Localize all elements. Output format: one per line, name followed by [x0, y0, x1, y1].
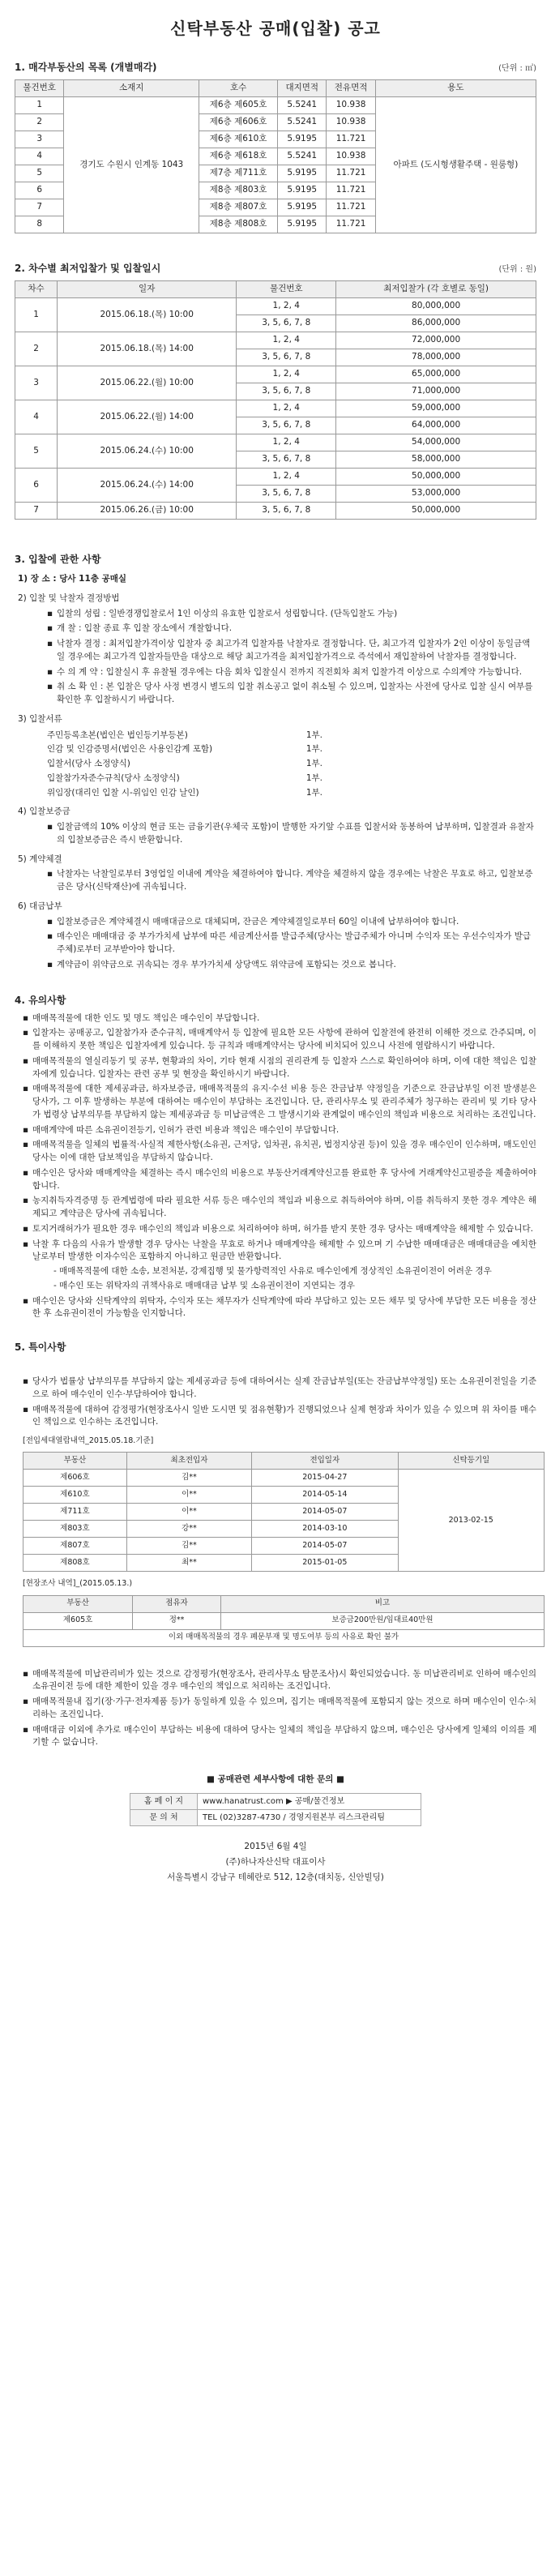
table-cell: 제610호 — [23, 1487, 127, 1504]
method-item: ▪ 수 의 계 약 : 입찰실시 후 유찰될 경우에는 다음 회차 입찰실시 전까지 직전회차 최저 입찰가격 이상으로 수의계약 가능합니다. — [47, 666, 536, 679]
item-number: 8 — [15, 216, 64, 233]
table-cell: 제606호 — [23, 1470, 127, 1487]
item-numbers: 1, 2, 4 — [237, 400, 336, 417]
section3-title: 3. 입찰에 관한 사항 — [15, 554, 101, 565]
land-area: 5.9195 — [278, 131, 327, 148]
payment-item: ▪ 매수인은 매매대금 중 부가가치세 납부에 따른 세금계산서를 발급주체(당사는 발급주체가 아니며 수익자 또는 우선수익자가 발급주체)로부터 교부받아야 합니다. — [47, 931, 536, 956]
table-row — [15, 97, 536, 114]
bid-place: 1) 장 소 : 당사 11층 공매실 — [18, 574, 126, 584]
item-number: 2 — [15, 114, 64, 131]
caution-item: ▪ 매수인은 당사와 매매계약을 체결하는 즉시 매수인의 비용으로 부동산거래계약신고를 완료한 후 당사에 거래계약신고필증을 제출하여야 합니다. — [23, 1167, 536, 1193]
method-item: ▪ 취 소 확 인 : 본 입찰은 당사 사정 변경시 별도의 입찰 취소공고 없이 취소될 수 있으며, 입찰자는 사전에 당사로 입찰 실시 여부를 확인한 후 입찰하시기 바랍니다. — [47, 681, 536, 707]
table-row — [15, 298, 536, 315]
date-cell: 2015.06.26.(금) 10:00 — [58, 503, 237, 520]
caution-item: ▪ 매수인은 당사와 신탁계약의 위탁자, 수익자 또는 채무자가 신탁계약에 따라 부담하고 있는 모든 채무 및 당사에 부담한 모든 비용을 정산한 후 소유권이전이 가능함을 인지합니다. — [23, 1295, 536, 1321]
column-header: 최초전입자 — [126, 1453, 251, 1470]
unit-number: 제6층 제606호 — [199, 114, 278, 131]
min-price: 53,000,000 — [336, 486, 536, 503]
table-cell: 제808호 — [23, 1555, 127, 1572]
table-cell: 김** — [126, 1470, 251, 1487]
payment-item: ▪ 계약금이 위약금으로 귀속되는 경우 부가가치세 상당액도 위약금에 포함되는 것으로 봅니다. — [47, 959, 536, 972]
table-row — [15, 469, 536, 486]
deposit-list — [47, 821, 536, 847]
location-cell: 경기도 수원시 인계동 1043 — [64, 97, 199, 233]
item-numbers: 1, 2, 4 — [237, 469, 336, 486]
item-numbers: 3, 5, 6, 7, 8 — [237, 315, 336, 332]
company-address: 서울특별시 강남구 테헤란로 512, 12층(대치동, 신안빌딩) — [167, 1872, 384, 1882]
caution-item: ▪ 매매목적물을 일체의 법률적·사실적 제한사항(소유권, 근저당, 임차권, 유치권, 법정지상권 등)이 있을 경우 매수인이 인수하며, 매도인인 당사는 이에 대한 담보책임을 부담하지 않습니다. — [23, 1139, 536, 1165]
land-area: 5.9195 — [278, 199, 327, 216]
page-title: 신탁부동산 공매(입찰) 공고 — [170, 19, 381, 38]
doc-count: 1부. — [305, 730, 322, 740]
contact-value: TEL (02)3287-4730 / 경영지원본부 리스크관리팀 — [198, 1809, 421, 1825]
min-price: 54,000,000 — [336, 434, 536, 451]
table-cell: 정** — [133, 1612, 221, 1629]
round-cell: 2 — [15, 332, 58, 366]
min-price: 58,000,000 — [336, 451, 536, 469]
land-area: 5.5241 — [278, 148, 327, 165]
item-number: 6 — [15, 182, 64, 199]
unit-number: 제8층 제808호 — [199, 216, 278, 233]
table-cell: 2015-04-27 — [252, 1470, 398, 1487]
unit-number: 제6층 제618호 — [199, 148, 278, 165]
caution-item: ▪ 토지거래허가가 필요한 경우 매수인의 책임과 비용으로 처리하여야 하며, 허가를 받지 못한 경우 당사는 매매계약을 해제할 수 있습니다. — [23, 1223, 536, 1236]
doc-name: 인감 및 인감증명서(법인은 사용인감계 포함) — [47, 744, 213, 755]
round-cell: 3 — [15, 366, 58, 400]
exclusive-area: 10.938 — [327, 148, 375, 165]
doc-count: 1부. — [305, 759, 322, 768]
round-cell: 1 — [15, 298, 58, 332]
method-heading: 2) 입찰 및 낙찰자 결정방법 — [18, 593, 120, 603]
contact-key: 홈 페 이 지 — [130, 1793, 198, 1809]
table-cell: 제807호 — [23, 1538, 127, 1555]
land-area: 5.9195 — [278, 216, 327, 233]
payment-item: ▪ 입찰보증금은 계약체결시 매매대금으로 대체되며, 잔금은 계약체결일로부터 60일 이내에 납부하여야 합니다. — [47, 916, 536, 929]
date-cell: 2015.06.24.(수) 14:00 — [58, 469, 237, 503]
exclusive-area: 11.721 — [327, 199, 375, 216]
section5-title: 5. 특이사항 — [15, 1341, 66, 1353]
table-cell: 제605호 — [23, 1612, 133, 1629]
section1-header — [15, 60, 536, 75]
bid-schedule-table — [15, 280, 536, 520]
doc-item — [47, 743, 322, 756]
trust-date: 2013-02-15 — [398, 1470, 544, 1572]
table-cell: 2014-03-10 — [252, 1521, 398, 1538]
doc-item — [47, 730, 322, 742]
method-item: ▪ 개 찰 : 입찰 종료 후 입찰 장소에서 개찰합니다. — [47, 623, 536, 635]
item-number: 7 — [15, 199, 64, 216]
contact-table — [130, 1793, 421, 1826]
contract-list — [47, 868, 536, 894]
exclusive-area: 10.938 — [327, 114, 375, 131]
doc-name: 입찰서(당사 소정양식) — [47, 759, 130, 768]
special-list — [23, 1376, 536, 1429]
method-item: ▪ 낙찰자 결정 : 최저입찰가격이상 입찰자 중 최고가격 입찰자를 낙찰자로 결정합니다. 단, 최고가격 입찰자가 2인 이상이 동일금액일 경우에는 최고가격 입찰자들만을 대상으로 해당 최고가격을 최저입찰가격으로 즉석에서 재입찰하여 낙찰자를 결정합니다. — [47, 638, 536, 664]
usage-cell: 아파트 (도시형생활주택 - 원룸형) — [375, 97, 536, 233]
doc-name: 주민등록초본(법인은 법인등기부등본) — [47, 730, 188, 740]
table-cell: 2014-05-14 — [252, 1487, 398, 1504]
caution-list — [23, 1012, 536, 1321]
caution-item: ▪ 매매목적물의 열실리동기 및 공부, 현황과의 차이, 기타 현재 시점의 권리관계 등 입찰자 스스로 확인하여야 하며, 이에 대한 책임은 입찰자에게 있습니다. 입찰자는 관련 공부 및 현장을 확인하시기 바랍니다. — [23, 1055, 536, 1081]
table-row — [15, 366, 536, 383]
item-numbers: 3, 5, 6, 7, 8 — [237, 349, 336, 366]
column-header: 차수 — [15, 281, 58, 298]
contact-row — [130, 1793, 421, 1809]
section2-unit: (단위 : 원) — [498, 265, 536, 274]
resident-table — [23, 1452, 545, 1572]
contact-heading: ■ 공매관련 세부사항에 대한 문의 ■ — [207, 1774, 344, 1784]
doc-name: 입찰참가자준수규칙(당사 소정양식) — [47, 772, 180, 783]
docs-list — [47, 730, 322, 800]
doc-name: 위임장(대리인 입찰 시-위임인 인감 날인) — [47, 787, 199, 798]
table-cell: 제803호 — [23, 1521, 127, 1538]
section2-title: 2. 차수별 최저입찰가 및 입찰일시 — [15, 263, 161, 274]
column-header: 용도 — [375, 80, 536, 97]
special-item: ▪ 매매목적물내 집기(장·가구·전자제품 등)가 동일하게 있을 수 있으며, 집기는 매매목적물에 포함되지 않는 것으로 하며 매수인이 인수·처리하는 조건입니다. — [23, 1696, 536, 1722]
min-price: 71,000,000 — [336, 383, 536, 400]
table-row — [15, 434, 536, 451]
item-numbers: 1, 2, 4 — [237, 298, 336, 315]
date-cell: 2015.06.18.(목) 14:00 — [58, 332, 237, 366]
item-numbers: 3, 5, 6, 7, 8 — [237, 383, 336, 400]
doc-item — [47, 758, 322, 771]
unit-number: 제8층 제807호 — [199, 199, 278, 216]
section2-header — [15, 261, 536, 276]
column-header: 비고 — [220, 1595, 544, 1612]
deposit-heading: 4) 입찰보증금 — [18, 807, 70, 817]
survey-table-caption: [현장조사 내역]_(2015.05.13.) — [23, 1579, 133, 1589]
date-cell: 2015.06.22.(월) 14:00 — [58, 400, 237, 434]
item-number: 1 — [15, 97, 64, 114]
table-cell: 2014-05-07 — [252, 1504, 398, 1521]
min-price: 86,000,000 — [336, 315, 536, 332]
notice-date: 2015년 6월 4일 — [244, 1841, 307, 1851]
item-number: 5 — [15, 165, 64, 182]
min-price: 78,000,000 — [336, 349, 536, 366]
table-cell: 이** — [126, 1504, 251, 1521]
contact-row — [130, 1809, 421, 1825]
item-numbers: 3, 5, 6, 7, 8 — [237, 451, 336, 469]
section1-unit: (단위 : ㎡) — [498, 64, 536, 73]
special-after-list — [23, 1668, 536, 1750]
min-price: 80,000,000 — [336, 298, 536, 315]
item-numbers: 3, 5, 6, 7, 8 — [237, 417, 336, 434]
column-header: 대지면적 — [278, 80, 327, 97]
table-cell: 김** — [126, 1538, 251, 1555]
item-number: 3 — [15, 131, 64, 148]
method-item: ▪ 입찰의 성립 : 일반경쟁입찰로서 1인 이상의 유효한 입찰로서 성립합니다. (단독입찰도 가능) — [47, 608, 536, 621]
column-header: 일자 — [58, 281, 237, 298]
caution-item: ▪ 매매계약에 따른 소유권이전등기, 인허가 관련 비용과 책임은 매수인이 부담합니다. — [23, 1124, 536, 1137]
table-cell: 제711호 — [23, 1504, 127, 1521]
caution-item: ▪ 농지취득자격증명 등 관계법령에 따라 필요한 서류 등은 매수인의 책임과 비용으로 취득하여야 하며, 이를 취득하지 못한 경우 계약은 해제되고 계약금은 당사에 귀속됩니다. — [23, 1195, 536, 1221]
column-header: 최저입찰가 (각 호별로 동일) — [336, 281, 536, 298]
unit-number: 제6층 제610호 — [199, 131, 278, 148]
table-cell: 2015-01-05 — [252, 1555, 398, 1572]
unit-number: 제6층 제605호 — [199, 97, 278, 114]
caution-subitem: - 매수인 또는 위탁자의 귀책사유로 매매대금 납부 및 소유권이전이 지연되는 경우 — [53, 1280, 355, 1290]
date-cell: 2015.06.22.(월) 10:00 — [58, 366, 237, 400]
date-cell: 2015.06.18.(목) 10:00 — [58, 298, 237, 332]
special-item: ▪ 당사가 법률상 납부의무를 부담하지 않는 제세공과금 등에 대하여서는 실제 잔금납부일(또는 잔금납부약정일) 또는 소유권이전일을 기준으로 하여 매수인이 인수·부담하여야 합니다. — [23, 1376, 536, 1401]
table-row — [23, 1612, 545, 1629]
min-price: 65,000,000 — [336, 366, 536, 383]
doc-count: 1부. — [305, 772, 322, 783]
column-header: 소재지 — [64, 80, 199, 97]
land-area: 5.9195 — [278, 165, 327, 182]
contract-heading: 5) 계약체결 — [18, 854, 62, 864]
caution-subitem: - 매매목적물에 대한 소송, 보전처분, 강제집행 및 물가항력적인 사유로 매수인에게 정상적인 소유권이전이 어려운 경우 — [53, 1266, 492, 1276]
item-numbers: 1, 2, 4 — [237, 434, 336, 451]
column-header: 부동산 — [23, 1453, 127, 1470]
contact-key: 문 의 처 — [130, 1809, 198, 1825]
item-numbers: 3, 5, 6, 7, 8 — [237, 503, 336, 520]
doc-item — [47, 787, 322, 800]
contact-value: www.hanatrust.com ▶ 공매/물건정보 — [198, 1793, 421, 1809]
payment-heading: 6) 대금납부 — [18, 901, 62, 911]
item-numbers: 1, 2, 4 — [237, 332, 336, 349]
resident-table-caption: [전입세대열람내역_2015.05.18.기준] — [23, 1436, 154, 1445]
column-header: 점유자 — [133, 1595, 221, 1612]
min-price: 64,000,000 — [336, 417, 536, 434]
column-header: 전입일자 — [252, 1453, 398, 1470]
section5 — [15, 1340, 536, 1749]
min-price: 72,000,000 — [336, 332, 536, 349]
caution-item: ▪ 입찰자는 공매공고, 입찰참가자 준수규칙, 매매계약서 등 입찰에 필요한 모든 사항에 관하여 입찰전에 완전히 이해한 것으로 간주되며, 이를 이해하지 못한 책임은 입찰자에게 있습니다. 등 규칙과 매매계약서는 당사에 비치되어 있으니 사전에 열람하시기 바랍니다. — [23, 1027, 536, 1053]
table-row — [23, 1470, 545, 1487]
table-cell: 강** — [126, 1521, 251, 1538]
table-row — [15, 400, 536, 417]
table-row — [15, 332, 536, 349]
exclusive-area: 11.721 — [327, 165, 375, 182]
exclusive-area: 11.721 — [327, 216, 375, 233]
section4 — [15, 993, 536, 1321]
payment-list — [47, 916, 536, 972]
table-cell: 이** — [126, 1487, 251, 1504]
min-price: 59,000,000 — [336, 400, 536, 417]
column-header: 물건번호 — [237, 281, 336, 298]
round-cell: 7 — [15, 503, 58, 520]
table-cell: 최** — [126, 1555, 251, 1572]
exclusive-area: 10.938 — [327, 97, 375, 114]
exclusive-area: 11.721 — [327, 131, 375, 148]
unit-number: 제7층 제711호 — [199, 165, 278, 182]
caution-item: ▪ 매매목적물에 대한 제세공과금, 하자보증금, 매매목적물의 유지·수선 비용 등은 잔금납부 약정일을 기준으로 잔금납부일 이전 발생분은 당사가, 그 이후 발생하는 부분에 대하여는 매수인이 부담하는 조건입니다. 단, 관리사무소 및 관리주체가 청구하는 관리비 및 기타 당사가 법령상 납부의무를 부담하지 않는 제세공과금 등 미납금액은 그 발생시기와 관계없이 매수인의 책임과 비용으로 처리하는 조건입니다. — [23, 1083, 536, 1121]
contract-text: ▪ 낙찰자는 낙찰일로부터 3영업일 이내에 계약을 체결하여야 합니다. 계약을 체결하지 않을 경우에는 낙찰은 무효로 하고, 입찰보증금은 당사(신탁재산)에 귀속됩니다. — [47, 868, 536, 894]
survey-note: 이외 매매목적물의 경우 폐문부재 및 명도여부 등의 사유로 확인 불가 — [23, 1629, 545, 1646]
doc-count: 1부. — [305, 787, 322, 798]
unit-number: 제8층 제803호 — [199, 182, 278, 199]
section3 — [15, 552, 536, 972]
table-cell: 2014-05-07 — [252, 1538, 398, 1555]
column-header: 부동산 — [23, 1595, 133, 1612]
column-header: 전유면적 — [327, 80, 375, 97]
survey-table — [23, 1595, 545, 1647]
section1-title: 1. 매각부동산의 목록 (개별매각) — [15, 62, 157, 73]
column-header: 신탁등기일 — [398, 1453, 544, 1470]
table-row — [15, 503, 536, 520]
doc-count: 1부. — [305, 744, 322, 755]
special-item: ▪ 매매목적물에 미납관리비가 있는 것으로 감정평가(현장조사, 관리사무소 탐문조사)시 확인되었습니다. 동 미납관리비로 인하여 매수인의 소유권이전 등에 대한 제한이 있을 경우 매수인의 책임으로 처리하는 조건입니다. — [23, 1668, 536, 1694]
caution-item: ▪ 낙찰 후 다음의 사유가 발생할 경우 당사는 낙찰을 무효로 하거나 매매계약을 해제할 수 있으며 기 수납한 매매대금은 매매대금을 예치한 날로부터 발생한 이자수익은 포함하지 아니하고 원금만 반환합니다. - 매매목적물에 대한 소송, 보전처분, 강제집행 및 물가항력적인 사유로 매수인에게 정상적인 소유권이전이 어려운 경우 - 매수인 또는 위탁자의 귀책사유로 매매대금 납부 및 소유권이전이 지연되는 경우 — [23, 1239, 536, 1293]
closing-block — [15, 1839, 536, 1885]
deposit-text: ▪ 입찰금액의 10% 이상의 현금 또는 금융기관(우체국 포함)이 발행한 자기앞 수표를 입찰서와 동봉하여 납부하며, 입찰결과 유찰자의 입찰보증금은 즉시 반환합니다. — [47, 821, 536, 847]
round-cell: 5 — [15, 434, 58, 469]
doc-item — [47, 772, 322, 785]
land-area: 5.9195 — [278, 182, 327, 199]
property-list-table — [15, 79, 536, 233]
item-numbers: 3, 5, 6, 7, 8 — [237, 486, 336, 503]
column-header: 호수 — [199, 80, 278, 97]
table-row — [23, 1629, 545, 1646]
round-cell: 4 — [15, 400, 58, 434]
item-number: 4 — [15, 148, 64, 165]
caution-item: ▪ 매매목적물에 대한 인도 및 명도 책임은 매수인이 부담합니다. — [23, 1012, 536, 1025]
round-cell: 6 — [15, 469, 58, 503]
section4-title: 4. 유의사항 — [15, 994, 66, 1006]
special-item: ▪ 매매대금 이외에 추가로 매수인이 부담하는 비용에 대하여 당사는 일체의 책임을 부담하지 않으며, 매수인은 당사에게 일체의 이의를 제기할 수 없습니다. — [23, 1724, 536, 1750]
column-header: 물건번호 — [15, 80, 64, 97]
exclusive-area: 11.721 — [327, 182, 375, 199]
min-price: 50,000,000 — [336, 469, 536, 486]
date-cell: 2015.06.24.(수) 10:00 — [58, 434, 237, 469]
land-area: 5.5241 — [278, 97, 327, 114]
method-list — [47, 608, 536, 707]
special-item: ▪ 매매목적물에 대하여 감정평가(현장조사시 일반 도시면 및 점유현황)가 진행되었으나 실제 현장과 차이가 있을 수 있으며 위 차이를 매수인 책임으로 인수하는 조건입니다. — [23, 1404, 536, 1430]
min-price: 50,000,000 — [336, 503, 536, 520]
land-area: 5.5241 — [278, 114, 327, 131]
table-cell: 보증금200만원/임대료40만원 — [220, 1612, 544, 1629]
company-name: (주)하나자산신탁 대표이사 — [225, 1856, 326, 1867]
docs-heading: 3) 입찰서류 — [18, 713, 62, 724]
item-numbers: 1, 2, 4 — [237, 366, 336, 383]
